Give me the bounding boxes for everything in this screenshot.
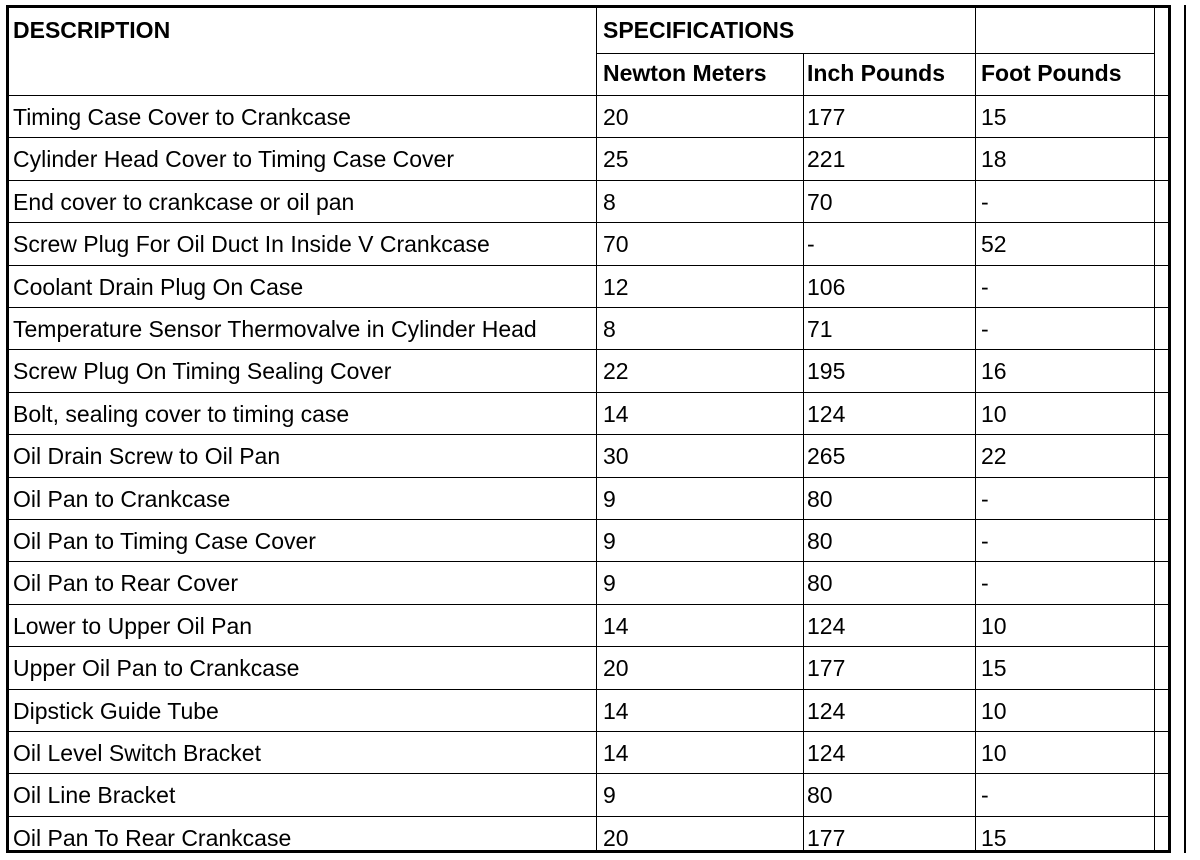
row-divider <box>9 816 1168 817</box>
table-cell-ft-lb: 52 <box>981 231 1007 257</box>
table-cell-description: Oil Pan To Rear Crankcase <box>13 825 292 851</box>
table-cell-description: Oil Pan to Crankcase <box>13 486 231 512</box>
table-cell-nm: 14 <box>603 698 629 724</box>
table-cell-in-lb: 80 <box>807 486 833 512</box>
table-cell-in-lb: 106 <box>807 274 846 300</box>
row-divider <box>9 222 1168 223</box>
row-divider <box>9 604 1168 605</box>
table-cell-ft-lb: - <box>981 782 989 808</box>
row-divider <box>9 434 1168 435</box>
table-cell-ft-lb: 15 <box>981 104 1007 130</box>
row-divider <box>9 646 1168 647</box>
header-description: DESCRIPTION <box>13 17 171 43</box>
table-cell-nm: 8 <box>603 316 616 342</box>
table-cell-nm: 25 <box>603 146 629 172</box>
row-divider <box>9 773 1168 774</box>
table-cell-description: End cover to crankcase or oil pan <box>13 189 355 215</box>
header-subdivider <box>596 53 1154 54</box>
row-divider <box>9 180 1168 181</box>
column-divider-description <box>596 8 597 850</box>
header-bottom-line <box>9 95 1168 96</box>
table-cell-in-lb: 80 <box>807 570 833 596</box>
table-cell-ft-lb: 16 <box>981 358 1007 384</box>
row-divider <box>9 731 1168 732</box>
table-cell-nm: 20 <box>603 104 629 130</box>
row-divider <box>9 561 1168 562</box>
table-cell-description: Oil Level Switch Bracket <box>13 740 261 766</box>
table-cell-ft-lb: 15 <box>981 825 1007 851</box>
table-cell-ft-lb: 15 <box>981 655 1007 681</box>
table-cell-in-lb: 124 <box>807 698 846 724</box>
header-foot-pounds: Foot Pounds <box>981 60 1122 86</box>
table-cell-nm: 8 <box>603 189 616 215</box>
header-newton-meters: Newton Meters <box>603 60 767 86</box>
row-divider <box>9 519 1168 520</box>
table-cell-nm: 20 <box>603 655 629 681</box>
table-cell-description: Coolant Drain Plug On Case <box>13 274 304 300</box>
table-cell-in-lb: 177 <box>807 104 846 130</box>
table-cell-ft-lb: - <box>981 316 989 342</box>
table-cell-description: Bolt, sealing cover to timing case <box>13 401 350 427</box>
row-divider <box>9 137 1168 138</box>
table-cell-in-lb: 221 <box>807 146 846 172</box>
table-cell-description: Lower to Upper Oil Pan <box>13 613 253 639</box>
table-cell-in-lb: 177 <box>807 655 846 681</box>
right-edge-line <box>1184 5 1186 853</box>
table-cell-in-lb: 195 <box>807 358 846 384</box>
table-cell-description: Screw Plug For Oil Duct In Inside V Crankcase <box>13 231 490 257</box>
table-cell-in-lb: 265 <box>807 443 846 469</box>
row-divider <box>9 477 1168 478</box>
table-cell-nm: 20 <box>603 825 629 851</box>
table-cell-in-lb: - <box>807 231 815 257</box>
table-cell-ft-lb: - <box>981 486 989 512</box>
table-cell-ft-lb: 10 <box>981 740 1007 766</box>
table-cell-in-lb: 71 <box>807 316 833 342</box>
table-cell-ft-lb: - <box>981 528 989 554</box>
table-cell-nm: 14 <box>603 740 629 766</box>
table-cell-description: Temperature Sensor Thermovalve in Cylinder Head <box>13 316 537 342</box>
header-specifications: SPECIFICATIONS <box>603 17 795 43</box>
table-cell-description: Oil Pan to Timing Case Cover <box>13 528 316 554</box>
table-cell-in-lb: 80 <box>807 528 833 554</box>
table-cell-nm: 22 <box>603 358 629 384</box>
row-divider <box>9 265 1168 266</box>
table-cell-nm: 12 <box>603 274 629 300</box>
table-cell-ft-lb: 10 <box>981 613 1007 639</box>
column-divider-inch <box>975 8 976 850</box>
table-cell-description: Oil Pan to Rear Cover <box>13 570 238 596</box>
table-cell-description: Dipstick Guide Tube <box>13 698 219 724</box>
table-cell-nm: 9 <box>603 486 616 512</box>
table-cell-nm: 14 <box>603 401 629 427</box>
table-cell-nm: 9 <box>603 528 616 554</box>
table-cell-ft-lb: 10 <box>981 401 1007 427</box>
row-divider <box>9 307 1168 308</box>
column-divider-foot <box>1154 8 1155 850</box>
row-divider <box>9 392 1168 393</box>
table-cell-in-lb: 177 <box>807 825 846 851</box>
table-cell-nm: 9 <box>603 570 616 596</box>
table-cell-description: Oil Line Bracket <box>13 782 176 808</box>
table-cell-nm: 70 <box>603 231 629 257</box>
table-cell-in-lb: 124 <box>807 613 846 639</box>
table-cell-description: Cylinder Head Cover to Timing Case Cover <box>13 146 455 172</box>
table-cell-nm: 9 <box>603 782 616 808</box>
torque-spec-table <box>6 5 1171 853</box>
table-cell-description: Oil Drain Screw to Oil Pan <box>13 443 281 469</box>
table-cell-ft-lb: 18 <box>981 146 1007 172</box>
table-cell-description: Timing Case Cover to Crankcase <box>13 104 351 130</box>
table-cell-nm: 30 <box>603 443 629 469</box>
table-cell-ft-lb: 10 <box>981 698 1007 724</box>
table-cell-in-lb: 124 <box>807 401 846 427</box>
table-cell-ft-lb: - <box>981 189 989 215</box>
table-cell-description: Screw Plug On Timing Sealing Cover <box>13 358 392 384</box>
row-divider <box>9 349 1168 350</box>
table-cell-in-lb: 80 <box>807 782 833 808</box>
table-cell-ft-lb: 22 <box>981 443 1007 469</box>
row-divider <box>9 689 1168 690</box>
table-cell-in-lb: 124 <box>807 740 846 766</box>
table-cell-ft-lb: - <box>981 570 989 596</box>
table-cell-ft-lb: - <box>981 274 989 300</box>
header-inch-pounds: Inch Pounds <box>807 60 945 86</box>
table-cell-description: Upper Oil Pan to Crankcase <box>13 655 300 681</box>
table-cell-in-lb: 70 <box>807 189 833 215</box>
table-cell-nm: 14 <box>603 613 629 639</box>
